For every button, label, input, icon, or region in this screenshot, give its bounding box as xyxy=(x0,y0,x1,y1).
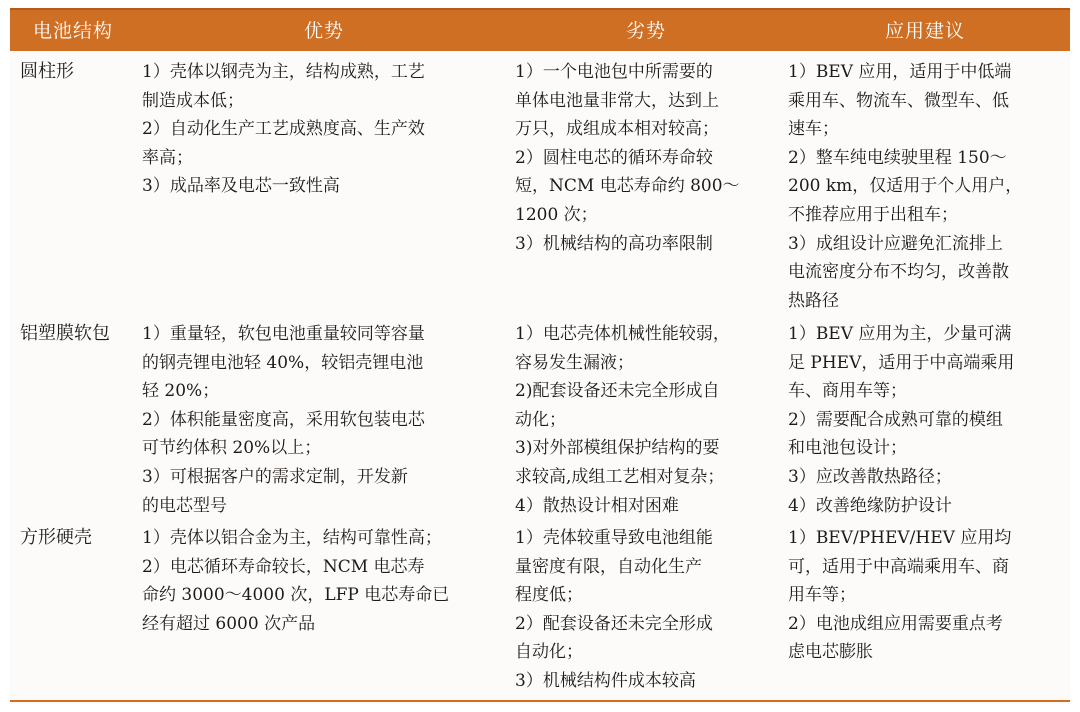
text-line: 求较高,成组工艺相对复杂； xyxy=(515,466,725,487)
text-line: 制造成本低； xyxy=(142,90,244,111)
text-line: 200 km，仅适用于个人用户， xyxy=(788,176,1023,197)
text-line: 轻 20%； xyxy=(142,381,220,402)
text-line: 经有超过 6000 次产品 xyxy=(142,613,316,634)
text-line: 1）BEV 应用为主，少量可满 xyxy=(788,324,1012,344)
table-row-cylindrical xyxy=(10,58,1070,320)
text-line: 不推荐应用于出租车； xyxy=(788,204,958,225)
text-line: 2）需要配合成熟可靠的模组 xyxy=(788,409,1003,430)
text-line: 1200 次； xyxy=(515,204,598,225)
text-line: 1）壳体以铝合金为主，结构可靠性高； xyxy=(142,528,442,548)
advantages-cell xyxy=(142,320,504,520)
advantages-cell xyxy=(142,524,504,638)
table-row-pouch xyxy=(10,320,1070,524)
advantages-cell xyxy=(142,58,504,201)
text-line: 1）壳体较重导致电池组能 xyxy=(515,528,713,548)
text-line: 可，适用于中高端乘用车、商 xyxy=(788,556,1009,577)
header-suggestions: 应用建议 xyxy=(884,20,965,42)
battery-structure-table xyxy=(10,8,1070,704)
text-line: 容易发生漏液； xyxy=(515,352,634,373)
header-structure: 电池结构 xyxy=(32,20,113,42)
text-line: 热路径 xyxy=(788,290,839,311)
disadvantages-cell xyxy=(515,524,777,696)
suggestions-cell xyxy=(788,58,1066,315)
text-line: 3）应改善散热路径； xyxy=(788,466,952,487)
text-line: 程度低； xyxy=(515,585,583,606)
text-line: 动化； xyxy=(515,409,566,430)
text-line: 3）机械结构的高功率限制 xyxy=(515,233,713,254)
disadvantages-cell xyxy=(515,58,777,258)
text-line: 电流密度分布不均匀，改善散 xyxy=(788,262,1009,283)
text-line: 万只，成组成本相对较高； xyxy=(515,119,719,140)
text-line: 足 PHEV，适用于中高端乘用 xyxy=(788,352,1015,373)
text-line: 4）改善绝缘防护设计 xyxy=(788,495,952,516)
text-line: 1）重量轻，软包电池重量较同等容量 xyxy=(142,324,425,344)
text-line: 2）电芯循环寿命较长，NCM 电芯寿 xyxy=(142,556,425,577)
text-line: 速车； xyxy=(788,119,839,140)
text-line: 自动化； xyxy=(515,642,583,663)
text-line: 3）成品率及电芯一致性高 xyxy=(142,176,340,197)
text-line: 1）壳体以钢壳为主，结构成熟，工艺 xyxy=(142,62,425,82)
text-line: 1）电芯壳体机械性能较弱， xyxy=(515,324,730,344)
text-line: 1）BEV 应用，适用于中低端 xyxy=(788,62,1012,82)
table-bottom-rule xyxy=(10,700,1070,702)
header-advantages: 优势 xyxy=(303,20,344,42)
text-line: 2）电池成组应用需要重点考 xyxy=(788,613,1003,634)
text-line: 和电池包设计； xyxy=(788,438,907,459)
text-line: 率高； xyxy=(142,147,193,168)
text-line: 2）配套设备还未完全形成 xyxy=(515,613,713,634)
text-line: 命约 3000～4000 次，LFP 电芯寿命已 xyxy=(142,585,450,606)
table-row-prismatic xyxy=(10,524,1070,700)
text-line: 2）体积能量密度高，采用软包装电芯 xyxy=(142,409,425,430)
text-line: 1）一个电池包中所需要的 xyxy=(515,62,713,82)
disadvantages-cell xyxy=(515,320,777,520)
table-header xyxy=(10,8,1070,51)
structure-name: 方形硬壳 xyxy=(20,527,92,548)
text-line: 2）自动化生产工艺成熟度高、生产效 xyxy=(142,119,425,140)
text-line: 短，NCM 电芯寿命约 800～ xyxy=(515,176,740,197)
text-line: 车、商用车等； xyxy=(788,381,907,402)
text-line: 可节约体积 20%以上； xyxy=(142,438,322,459)
text-line: 3）可根据客户的需求定制，开发新 xyxy=(142,466,408,487)
text-line: 4）散热设计相对困难 xyxy=(515,495,679,516)
text-line: 用车等； xyxy=(788,585,856,606)
text-line: 2）整车纯电续驶里程 150～ xyxy=(788,147,1007,168)
text-line: 3）成组设计应避免汇流排上 xyxy=(788,233,1003,254)
text-line: 乘用车、物流车、微型车、低 xyxy=(788,90,1009,111)
text-line: 单体电池量非常大，达到上 xyxy=(515,90,719,111)
text-line: 虑电芯膨胀 xyxy=(788,642,873,663)
text-line: 的钢壳锂电池轻 40%，较铝壳锂电池 xyxy=(142,352,424,373)
text-line: 1）BEV/PHEV/HEV 应用均 xyxy=(788,528,1012,548)
header-disadvantages: 劣势 xyxy=(625,20,666,42)
structure-name: 铝塑膜软包 xyxy=(20,323,110,344)
text-line: 量密度有限，自动化生产 xyxy=(515,556,702,577)
suggestions-cell xyxy=(788,524,1066,667)
structure-name: 圆柱形 xyxy=(20,61,74,82)
text-line: 2)配套设备还未完全形成自 xyxy=(515,381,720,402)
suggestions-cell xyxy=(788,320,1066,520)
text-line: 的电芯型号 xyxy=(142,495,227,516)
text-line: 3)对外部模组保护结构的要 xyxy=(515,438,720,459)
text-line: 2）圆柱电芯的循环寿命较 xyxy=(515,147,713,168)
text-line: 3）机械结构件成本较高 xyxy=(515,670,696,691)
